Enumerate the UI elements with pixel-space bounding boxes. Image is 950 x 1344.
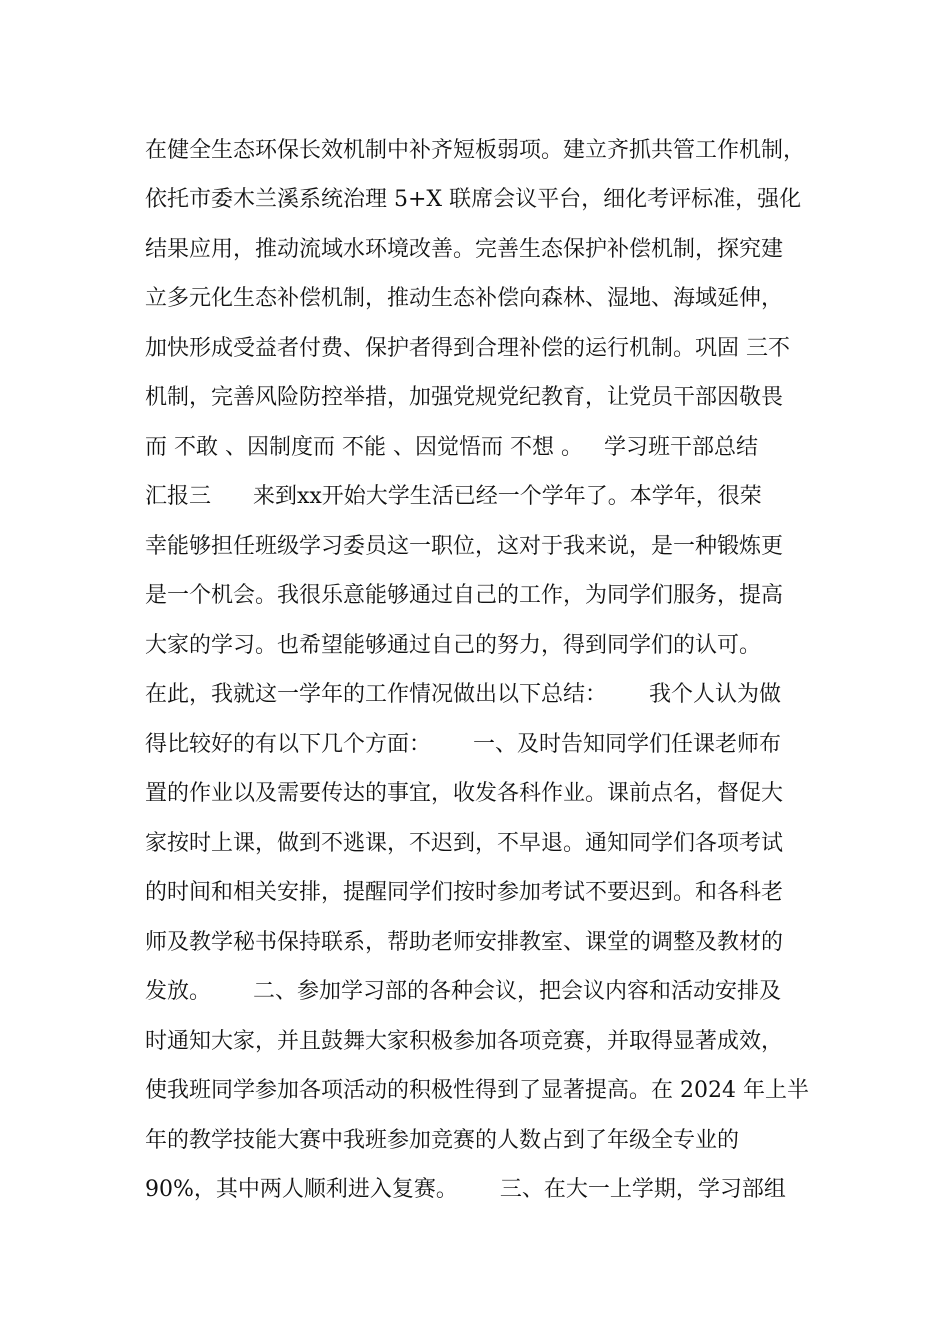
text-line-16: 的时间和相关安排，提醒同学们按时参加考试不要迟到。和各科老 [145, 880, 784, 905]
text-line-11: 大家的学习。也希望能够通过自己的努力，得到同学们的认可。 [145, 633, 762, 658]
text-line-5: 加快形成受益者付费、保护者得到合理补偿的运行机制。巩固 三不 [145, 336, 790, 361]
text-line-10: 是一个机会。我很乐意能够通过自己的工作，为同学们服务，提高 [145, 583, 784, 608]
text-line-3: 结果应用，推动流域水环境改善。完善生态保护补偿机制，探究建 [145, 237, 784, 262]
text-line-13: 得比较好的有以下几个方面： 一、及时告知同学们任课老师布 [145, 732, 781, 757]
text-line-4: 立多元化生态补偿机制，推动生态补偿向森林、湿地、海域延伸， [145, 286, 784, 311]
text-line-1: 在健全生态环保长效机制中补齐短板弱项。建立齐抓共管工作机制， [145, 138, 806, 163]
text-line-8: 汇报三 来到xx开始大学生活已经一个学年了。本学年，很荣 [145, 484, 762, 509]
text-line-15: 家按时上课，做到不逃课，不迟到，不早退。通知同学们各项考试 [145, 831, 784, 856]
text-line-20: 使我班同学参加各项活动的积极性得到了显著提高。在 2024 年上半 [145, 1078, 809, 1103]
text-line-9: 幸能够担任班级学习委员这一职位，这对于我来说，是一种锻炼更 [145, 534, 784, 559]
text-line-14: 置的作业以及需要传达的事宜，收发各科作业。课前点名，督促大 [145, 781, 784, 806]
text-line-6: 机制，完善风险防控举措，加强党规党纪教育，让党员干部因敬畏 [145, 385, 784, 410]
text-line-18: 发放。 二、参加学习部的各种会议，把会议内容和活动安排及 [145, 979, 781, 1004]
text-line-19: 时通知大家，并且鼓舞大家积极参加各项竞赛，并取得显著成效， [145, 1029, 784, 1054]
text-line-17: 师及教学秘书保持联系，帮助老师安排教室、课堂的调整及教材的 [145, 930, 784, 955]
text-line-22: 90%，其中两人顺利进入复赛。 三、在大一上学期，学习部组 [145, 1177, 786, 1202]
text-line-21: 年的教学技能大赛中我班参加竞赛的人数占到了年级全专业的 [145, 1128, 740, 1153]
text-line-7: 而 不敢 、因制度而 不能 、因觉悟而 不想 。 学习班干部总结 [145, 435, 758, 460]
text-line-2: 依托市委木兰溪系统治理 5+X 联席会议平台，细化考评标准，强化 [145, 187, 802, 212]
text-line-12: 在此，我就这一学年的工作情况做出以下总结： 我个人认为做 [145, 682, 781, 707]
